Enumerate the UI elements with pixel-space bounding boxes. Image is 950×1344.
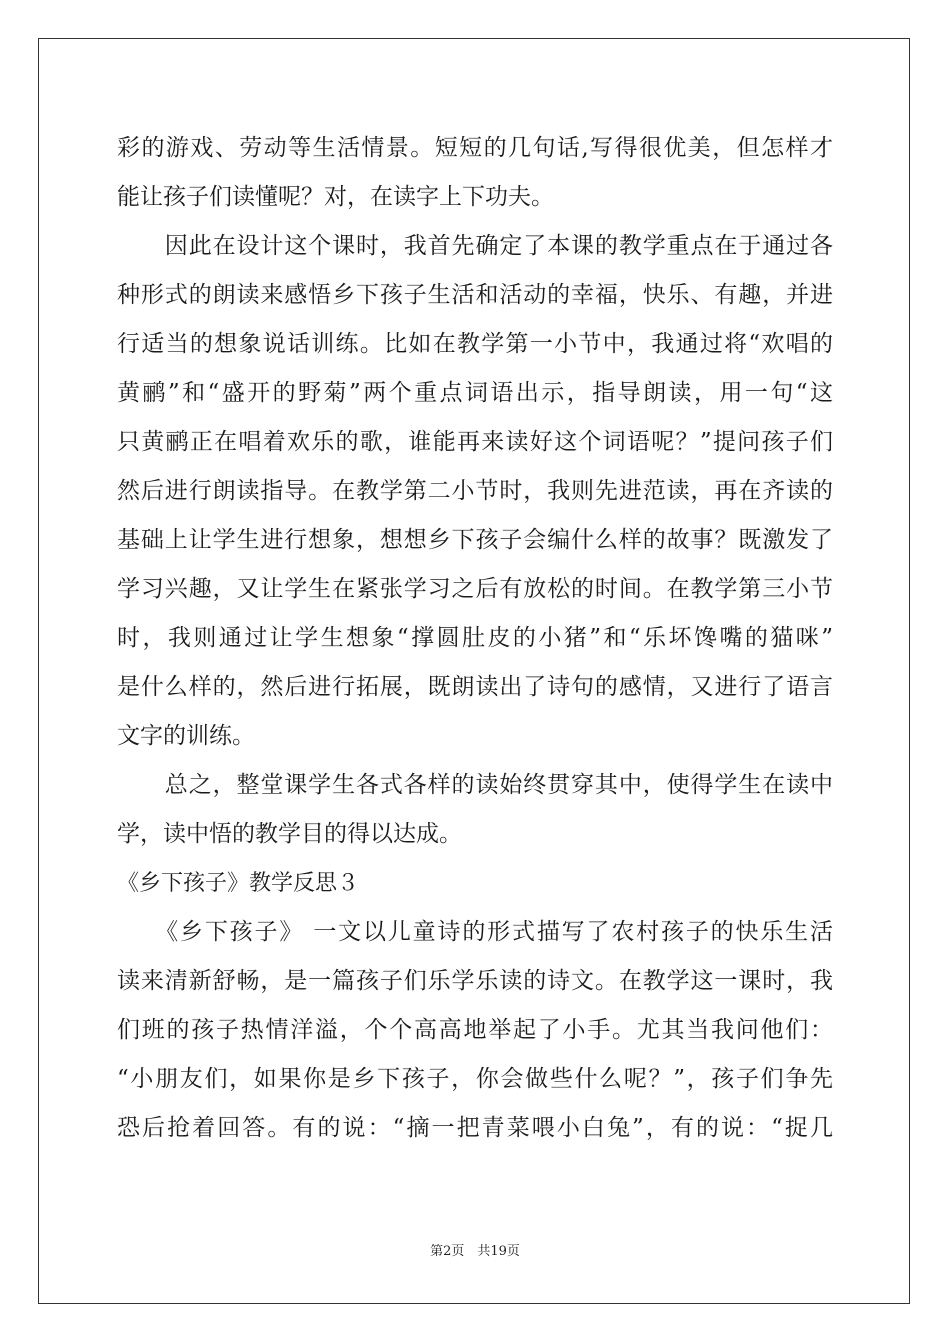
text-line: 恐后抢着回答。有的说：“摘一把青菜喂小白兔”，有的说：“捉几 — [117, 1115, 833, 1141]
text-line: 学，读中悟的教学目的得以达成。 — [117, 821, 462, 847]
text-line: 读来清新舒畅，是一篇孩子们乐学乐读的诗文。在教学这一课时，我 — [117, 968, 833, 994]
text-line: “小朋友们，如果你是乡下孩子，你会做些什么呢？”，孩子们争先 — [117, 1066, 833, 1092]
text-line: 能让孩子们读懂呢？对，在读字上下功夫。 — [117, 184, 554, 210]
text-line: 因此在设计这个课时，我首先确定了本课的教学重点在于通过各 — [117, 233, 833, 259]
text-line: 彩的游戏、劳动等生活情景。短短的几句话,写得很优美，但怎样才 — [117, 135, 833, 161]
text-line: 只黄鹂正在唱着欢乐的歌，谁能再来读好这个词语呢？”提问孩子们 — [117, 429, 833, 455]
text-line: 们班的孩子热情洋溢，个个高高地举起了小手。尤其当我问他们： — [117, 1017, 833, 1043]
text-line: 是什么样的，然后进行拓展，既朗读出了诗句的感情，又进行了语言 — [117, 674, 833, 700]
text-line: 文字的训练。 — [117, 723, 255, 749]
text-line: 学习兴趣，又让学生在紧张学习之后有放松的时间。在教学第三小节 — [117, 576, 833, 602]
text-line: 《乡下孩子》 一文以儿童诗的形式描写了农村孩子的快乐生活 — [117, 919, 833, 945]
text-line: 总之，整堂课学生各式各样的读始终贯穿其中，使得学生在读中 — [117, 772, 833, 798]
text-line: 黄鹂”和“盛开的野菊”两个重点词语出示，指导朗读，用一句“这 — [117, 380, 833, 406]
text-line: 时，我则通过让学生想象“撑圆肚皮的小猪”和“乐坏馋嘴的猫咪” — [117, 625, 833, 651]
text-line: 种形式的朗读来感悟乡下孩子生活和活动的幸福，快乐、有趣，并进 — [117, 282, 833, 308]
text-line: 基础上让学生进行想象，想想乡下孩子会编什么样的故事？既激发了 — [117, 527, 833, 553]
text-line: 然后进行朗读指导。在教学第二小节时，我则先进范读，再在齐读的 — [117, 478, 833, 504]
text-line: 行适当的想象说话训练。比如在教学第一小节中，我通过将“欢唱的 — [117, 331, 833, 357]
document-body — [117, 124, 833, 1153]
section-heading: 《乡下孩子》教学反思３ — [117, 871, 360, 896]
page-footer: 第2页 共19页 — [430, 1244, 520, 1259]
